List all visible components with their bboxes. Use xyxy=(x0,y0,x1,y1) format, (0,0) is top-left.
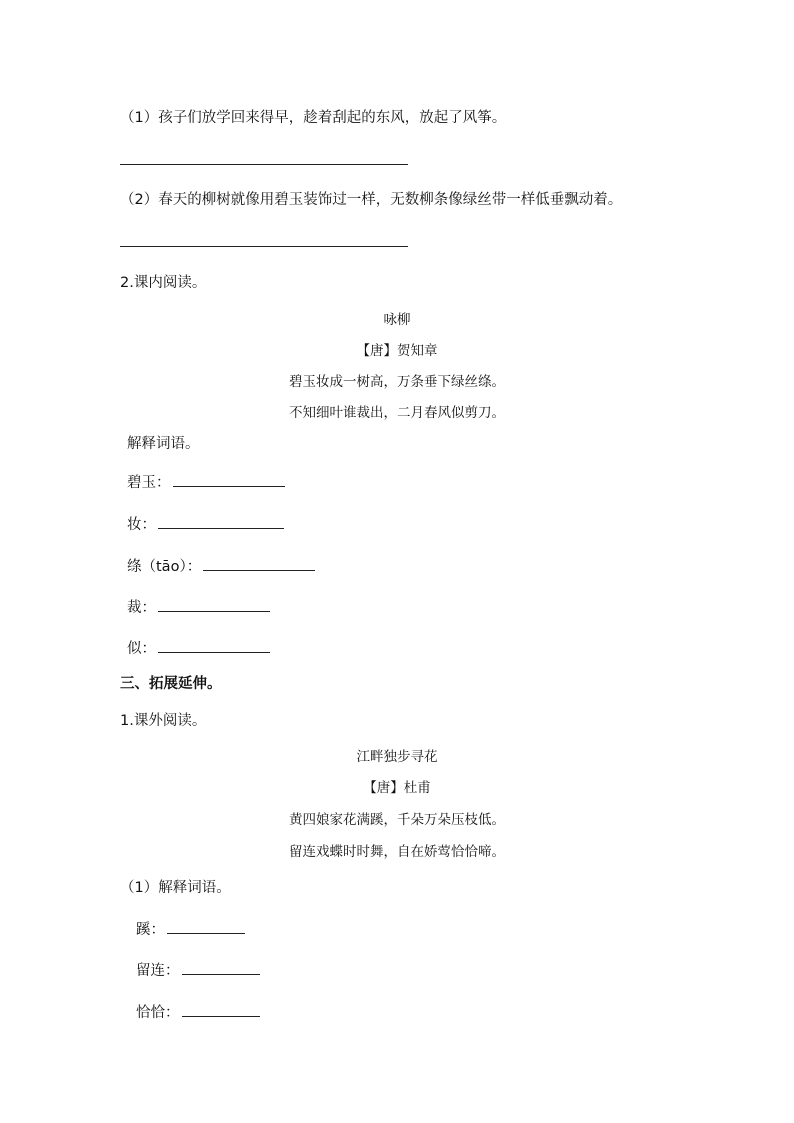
vocab-label: 裁： xyxy=(127,600,156,616)
poem-1-title: 咏柳 xyxy=(383,312,411,328)
vocab-label: 蹊： xyxy=(136,922,165,938)
vocab-label: 留连： xyxy=(136,963,180,979)
vocab-item xyxy=(136,960,260,981)
section-heading-in-class-reading: 2.课内阅读。 xyxy=(120,275,207,291)
answer-blank[interactable] xyxy=(182,960,260,975)
poem-1-line-1: 碧玉妆成一树高，万条垂下绿丝绦。 xyxy=(289,374,505,390)
vocab-label: 绦（tāo）： xyxy=(127,559,202,575)
vocab-label: 妆： xyxy=(127,517,156,533)
explain-words-instruction-1: 解释词语。 xyxy=(127,436,200,452)
answer-blank[interactable] xyxy=(158,597,270,612)
explain-words-instruction-2: （1）解释词语。 xyxy=(120,880,231,896)
vocab-label: 恰恰： xyxy=(136,1005,180,1021)
vocab-item xyxy=(127,472,285,493)
answer-blank[interactable] xyxy=(203,556,315,571)
vocab-item xyxy=(136,919,245,940)
vocab-item xyxy=(127,638,270,659)
poem-2-line-2: 留连戏蝶时时舞，自在娇莺恰恰啼。 xyxy=(289,844,505,860)
poem-1-author: 【唐】贺知章 xyxy=(356,343,438,359)
answer-blank[interactable] xyxy=(167,919,245,934)
vocab-item xyxy=(127,597,270,618)
answer-line-2[interactable] xyxy=(120,246,408,247)
vocab-label: 碧玉： xyxy=(127,475,171,491)
question-1: （1）孩子们放学回来得早，趁着刮起的东风，放起了风筝。 xyxy=(120,110,507,126)
question-2: （2）春天的柳树就像用碧玉装饰过一样，无数柳条像绿丝带一样低垂飘动着。 xyxy=(120,192,623,208)
poem-2-title: 江畔独步寻花 xyxy=(356,749,438,765)
answer-line-1[interactable] xyxy=(120,164,408,165)
part-3-heading: 三、拓展延伸。 xyxy=(120,676,222,692)
poem-1-line-2: 不知细叶谁裁出，二月春风似剪刀。 xyxy=(289,405,505,421)
answer-blank[interactable] xyxy=(182,1002,260,1017)
vocab-item xyxy=(127,556,315,577)
answer-blank[interactable] xyxy=(158,638,270,653)
answer-blank[interactable] xyxy=(158,514,284,529)
vocab-item xyxy=(127,514,284,535)
answer-blank[interactable] xyxy=(173,472,285,487)
poem-2-author: 【唐】杜甫 xyxy=(363,780,431,796)
section-heading-extra-reading: 1.课外阅读。 xyxy=(120,713,207,729)
poem-2-line-1: 黄四娘家花满蹊，千朵万朵压枝低。 xyxy=(289,812,505,828)
vocab-label: 似： xyxy=(127,641,156,657)
vocab-item xyxy=(136,1002,260,1023)
